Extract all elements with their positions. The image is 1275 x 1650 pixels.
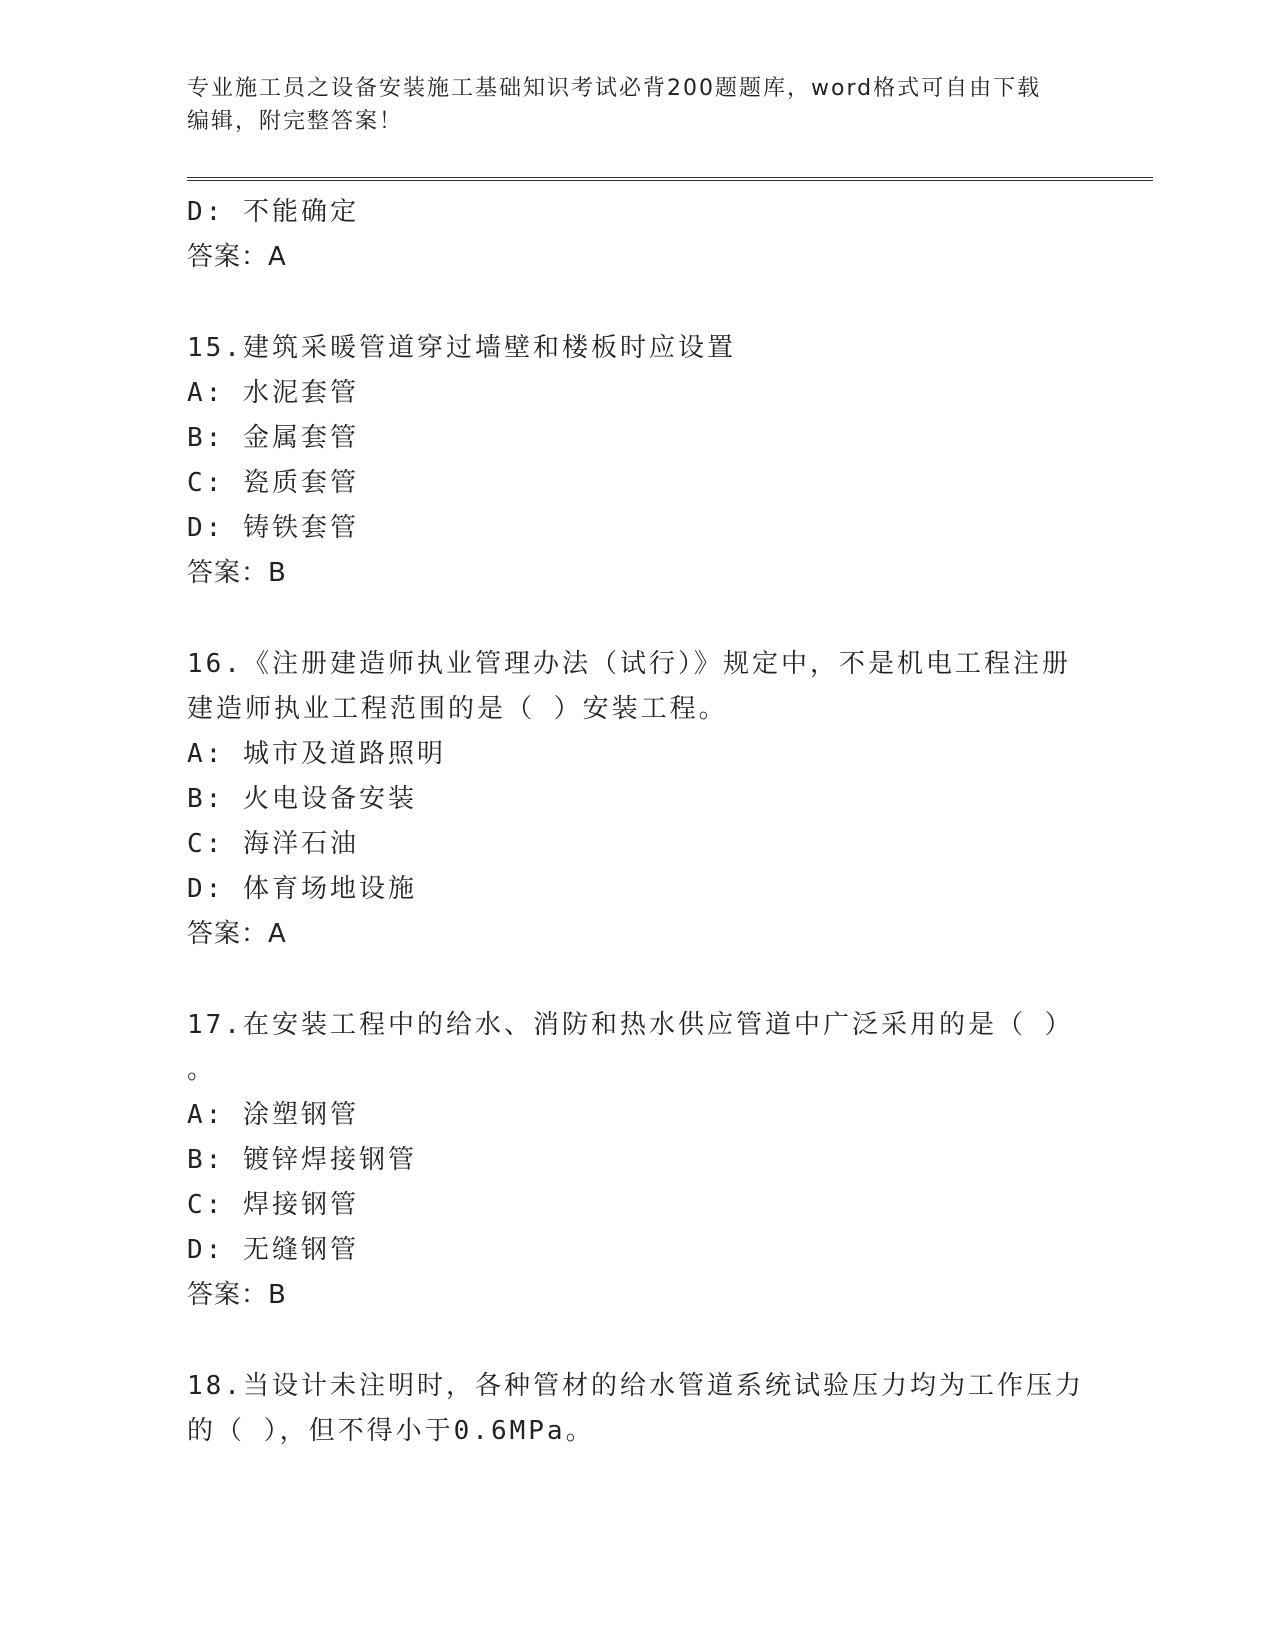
spacer (187, 1318, 1087, 1364)
option-c: C: 瓷质套管 (187, 468, 359, 498)
question-stem-continued: 建造师执业工程范围的是（ ）安装工程。 (187, 694, 728, 724)
question-18 (187, 1364, 1087, 1454)
option-d: D: 铸铁套管 (187, 513, 359, 543)
question-list (187, 190, 1087, 1454)
question-stem: 15.建筑采暖管道穿过墙壁和楼板时应设置 (187, 333, 736, 363)
option-b: B: 金属套管 (187, 423, 359, 453)
question-stem-continued: 。 (187, 1055, 217, 1085)
answer: 答案：A (187, 242, 287, 272)
option-c: C: 海洋石油 (187, 829, 359, 859)
option-a: A: 城市及道路照明 (187, 739, 446, 769)
spacer (187, 596, 1087, 642)
option-c: C: 焊接钢管 (187, 1190, 359, 1220)
question-stem: 17.在安装工程中的给水、消防和热水供应管道中广泛采用的是（ ） (187, 1010, 1074, 1040)
option-b: B: 镀锌焊接钢管 (187, 1145, 417, 1175)
question-stem-continued: 的（ ），但不得小于0.6MPa。 (187, 1416, 595, 1446)
option-a: A: 水泥套管 (187, 378, 359, 408)
answer: 答案：A (187, 919, 287, 949)
option-d: D: 体育场地设施 (187, 874, 417, 904)
option-d: D: 不能确定 (187, 197, 359, 227)
spacer (187, 957, 1087, 1003)
question-16 (187, 642, 1087, 957)
spacer (187, 280, 1087, 326)
option-d: D: 无缝钢管 (187, 1235, 359, 1265)
header-line-1: 专业施工员之设备安装施工基础知识考试必背200题题库，word格式可自由下载 (187, 76, 1042, 101)
header-divider (187, 177, 1153, 181)
answer: 答案：B (187, 558, 287, 588)
question-stem: 18.当设计未注明时，各种管材的给水管道系统试验压力均为工作压力 (187, 1371, 1084, 1401)
question-15 (187, 326, 1087, 596)
document-header (187, 72, 1087, 138)
question-stem: 16.《注册建造师执业管理办法（试行）》规定中，不是机电工程注册 (187, 649, 1071, 679)
answer: 答案：B (187, 1280, 287, 1310)
question-17 (187, 1003, 1087, 1318)
header-line-2: 编辑，附完整答案！ (187, 109, 404, 134)
option-a: A: 涂塑钢管 (187, 1100, 359, 1130)
option-b: B: 火电设备安装 (187, 784, 417, 814)
